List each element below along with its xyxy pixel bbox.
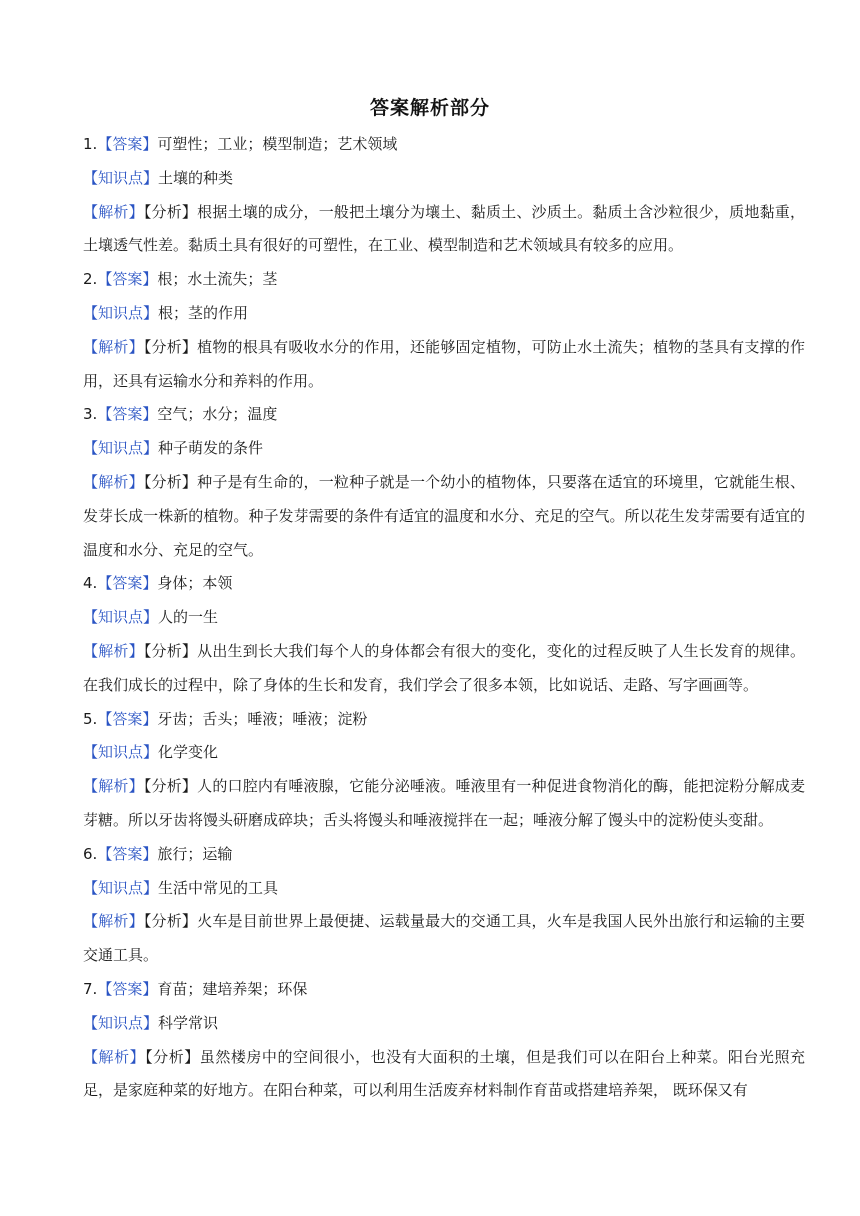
knowledge-text: 科学常识 [158, 1013, 219, 1032]
knowledge-line [83, 297, 805, 331]
knowledge-tag: 【知识点】 [83, 303, 159, 322]
answer-tag: 【答案】 [97, 979, 158, 998]
analysis-text: 火车是目前世界上最便捷、运载量最大的交通工具，火车是我国人民外出旅行和运输的主要交通工具。 [83, 912, 805, 965]
knowledge-tag: 【知识点】 [83, 878, 159, 897]
knowledge-tag: 【知识点】 [83, 608, 159, 627]
answer-text: 根；水土流失；茎 [157, 270, 278, 289]
item-number: 1. [83, 135, 98, 153]
fenxi-tag: 【分析】 [143, 472, 198, 491]
answer-tag: 【答案】 [97, 135, 158, 153]
analysis-text: 根据土壤的成分，一般把土壤分为壤土、黏质土、沙质土。黏质土含沙粒很少，质地黏重，土壤透气性差。黏质土具有很好的可塑性，在工业、模型制造和艺术领域具有较多的应用。 [83, 202, 805, 255]
knowledge-text: 化学变化 [158, 743, 219, 762]
answer-tag: 【答案】 [97, 270, 158, 289]
knowledge-line [83, 162, 805, 196]
analysis-tag: 【解析】 [83, 1047, 146, 1066]
answer-line [83, 703, 805, 737]
answer-line [83, 838, 805, 872]
knowledge-line [83, 601, 805, 635]
analysis-tag: 【解析】 [83, 777, 144, 796]
answer-line [83, 128, 805, 162]
analysis-text: 种子是有生命的，一粒种子就是一个幼小的植物体，只要落在适宜的环境里，它就能生根、发芽长成一株新的植物。种子发芽需要的条件有适宜的温度和水分、充足的空气。所以花生发芽需要有适宜的温度和水分、充足的空气。 [83, 472, 805, 559]
answer-item [83, 128, 805, 263]
analysis-tag: 【解析】 [83, 472, 144, 491]
analysis-tag: 【解析】 [83, 202, 144, 221]
answer-item [83, 398, 805, 567]
knowledge-text: 生活中常见的工具 [158, 878, 279, 897]
analysis-tag: 【解析】 [83, 337, 144, 356]
item-number: 4. [83, 574, 98, 593]
analysis-text: 虽然楼房中的空间很小，也没有大面积的土壤，但是我们可以在阳台上种菜。阳台光照充足，是家庭种菜的好地方。在阳台种菜，可以利用生活废弃材料制作育苗或搭建培养架， 既环保又有 [83, 1047, 805, 1100]
knowledge-tag: 【知识点】 [83, 439, 159, 458]
answer-text: 可塑性；工业；模型制造；艺术领域 [157, 135, 398, 153]
answer-line [83, 398, 805, 432]
item-number: 7. [83, 979, 98, 998]
knowledge-text: 种子萌发的条件 [158, 439, 264, 458]
analysis-text: 植物的根具有吸收水分的作用，还能够固定植物，可防止水土流失；植物的茎具有支撑的作用，还具有运输水分和养料的作用。 [83, 337, 805, 390]
answer-line [83, 263, 805, 297]
knowledge-text: 根；茎的作用 [158, 303, 249, 322]
item-number: 2. [83, 270, 98, 289]
analysis-paragraph [83, 196, 805, 264]
answer-item [83, 703, 805, 838]
analysis-text: 从出生到长大我们每个人的身体都会有很大的变化，变化的过程反映了人生长发育的规律。在我们成长的过程中，除了身体的生长和发育，我们学会了很多本领，比如说话、走路、写字画画等。 [83, 641, 805, 694]
answer-tag: 【答案】 [97, 574, 158, 593]
knowledge-tag: 【知识点】 [83, 743, 159, 762]
answer-list [83, 128, 805, 1108]
page-title: 答案解析部分 [369, 97, 490, 119]
answer-text: 旅行；运输 [157, 844, 233, 863]
analysis-tag: 【解析】 [83, 641, 144, 660]
answer-tag: 【答案】 [97, 844, 158, 863]
answer-tag: 【答案】 [97, 405, 158, 424]
fenxi-tag: 【分析】 [143, 777, 198, 796]
answer-item [83, 567, 805, 702]
knowledge-line [83, 872, 805, 906]
analysis-text: 人的口腔内有唾液腺，它能分泌唾液。唾液里有一种促进食物消化的酶，能把淀粉分解成麦芽糖。所以牙齿将馒头研磨成碎块；舌头将馒头和唾液搅拌在一起；唾液分解了馒头中的淀粉使头变甜。 [83, 777, 805, 829]
answer-text: 牙齿；舌头；唾液；唾液；淀粉 [157, 709, 368, 728]
analysis-paragraph [83, 466, 805, 567]
knowledge-text: 人的一生 [158, 608, 219, 627]
answer-item [83, 263, 805, 398]
item-number: 3. [83, 405, 98, 424]
item-number: 5. [83, 709, 98, 728]
analysis-paragraph [83, 1041, 805, 1109]
analysis-paragraph [83, 635, 805, 703]
answer-text: 育苗；建培养架；环保 [157, 979, 308, 998]
fenxi-tag: 【分析】 [143, 337, 198, 356]
analysis-paragraph [83, 905, 805, 973]
answer-line [83, 567, 805, 601]
knowledge-line [83, 1007, 805, 1041]
fenxi-tag: 【分析】 [143, 202, 198, 221]
answer-text: 空气；水分；温度 [157, 405, 278, 424]
knowledge-tag: 【知识点】 [83, 1013, 159, 1032]
analysis-tag: 【解析】 [83, 912, 144, 931]
knowledge-line [83, 432, 805, 466]
answer-text: 身体；本领 [157, 574, 233, 593]
analysis-paragraph [83, 331, 805, 399]
answer-tag: 【答案】 [97, 709, 158, 728]
fenxi-tag: 【分析】 [145, 1047, 200, 1066]
item-number: 6. [83, 844, 98, 863]
fenxi-tag: 【分析】 [143, 912, 198, 931]
knowledge-line [83, 736, 805, 770]
fenxi-tag: 【分析】 [143, 641, 198, 660]
analysis-paragraph [83, 770, 805, 838]
knowledge-tag: 【知识点】 [83, 168, 159, 187]
answer-line [83, 973, 805, 1007]
knowledge-text: 土壤的种类 [158, 168, 234, 187]
answer-item [83, 973, 805, 1108]
answer-item [83, 838, 805, 973]
